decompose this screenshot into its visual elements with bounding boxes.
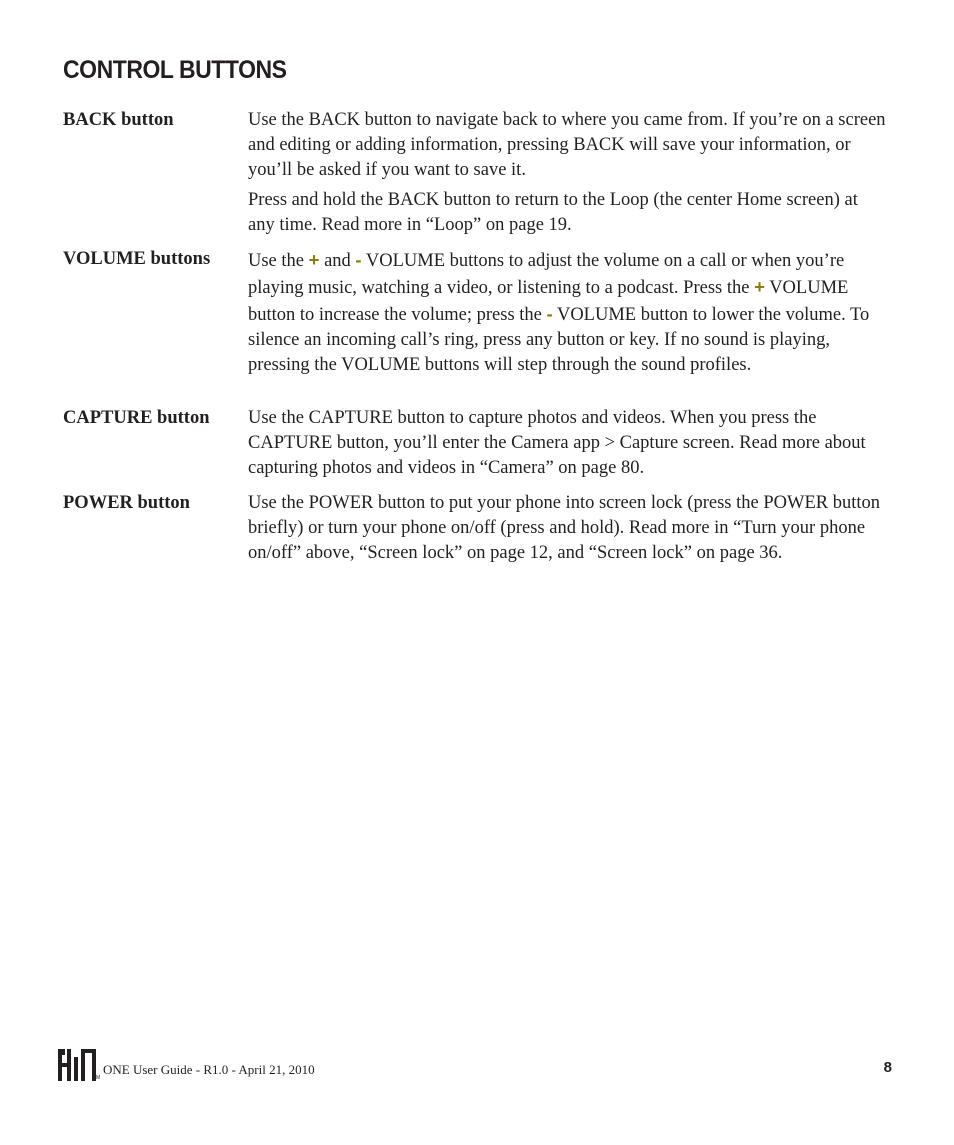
- term-back-button: BACK button: [63, 110, 174, 130]
- minus-symbol: -: [355, 249, 362, 270]
- description-power-button: [248, 491, 888, 571]
- plus-symbol: +: [308, 249, 320, 270]
- volume-text-1: Use the: [248, 251, 309, 271]
- term-volume-buttons: VOLUME buttons: [63, 249, 211, 269]
- page-footer: [57, 1045, 892, 1085]
- description-capture-button: [248, 406, 888, 486]
- back-paragraph-2: Press and hold the BACK button to return to the Loop (the center Home screen) at any time. Read more in “Loop” on page 19.: [248, 190, 858, 235]
- term-capture-button: CAPTURE button: [63, 408, 210, 428]
- description-back-button: [248, 108, 888, 243]
- page-title: CONTROL BUTTONS: [63, 56, 287, 84]
- term-power-button: POWER button: [63, 493, 190, 513]
- footer-guide-title: ONE User Guide - R1.0 - April 21, 2010: [103, 1062, 315, 1077]
- trademark-mark: TM: [93, 1075, 101, 1081]
- volume-text-2: and: [319, 251, 356, 271]
- capture-paragraph: Use the CAPTURE button to capture photos and videos. When you press the CAPTURE button, you’ll enter the Camera app > Capture screen. Read more about capturing photos and videos in “Camera” on page 80.: [248, 408, 866, 478]
- description-volume-buttons: [248, 247, 888, 383]
- volume-paragraph: [248, 247, 888, 378]
- volume-text-4: VOLUME button to increase the volume; press the: [248, 278, 849, 325]
- page-number: 8: [883, 1059, 892, 1076]
- power-paragraph: Use the POWER button to put your phone into screen lock (press the POWER button briefly) or turn your phone on/off (press and hold). Read more in “Turn your phone on/off” above, “Screen lock” on page 12, and “Screen lock” on page 36.: [248, 493, 880, 563]
- volume-text-5: VOLUME button to lower the volume. To silence an incoming call’s ring, press any button or key. If no sound is playing, pressing the VOLUME buttons will step through the sound profiles.: [248, 305, 870, 375]
- volume-text-3: VOLUME buttons to adjust the volume on a call or when you’re playing music, watching a video, or listening to a podcast. Press the: [248, 251, 845, 298]
- plus-symbol: +: [754, 276, 765, 297]
- minus-symbol: -: [546, 303, 553, 324]
- back-paragraph-1: Use the BACK button to navigate back to where you came from. If you’re on a screen and editing or adding information, pressing BACK will save your information, or you’ll be asked if you want to save it.: [248, 110, 886, 180]
